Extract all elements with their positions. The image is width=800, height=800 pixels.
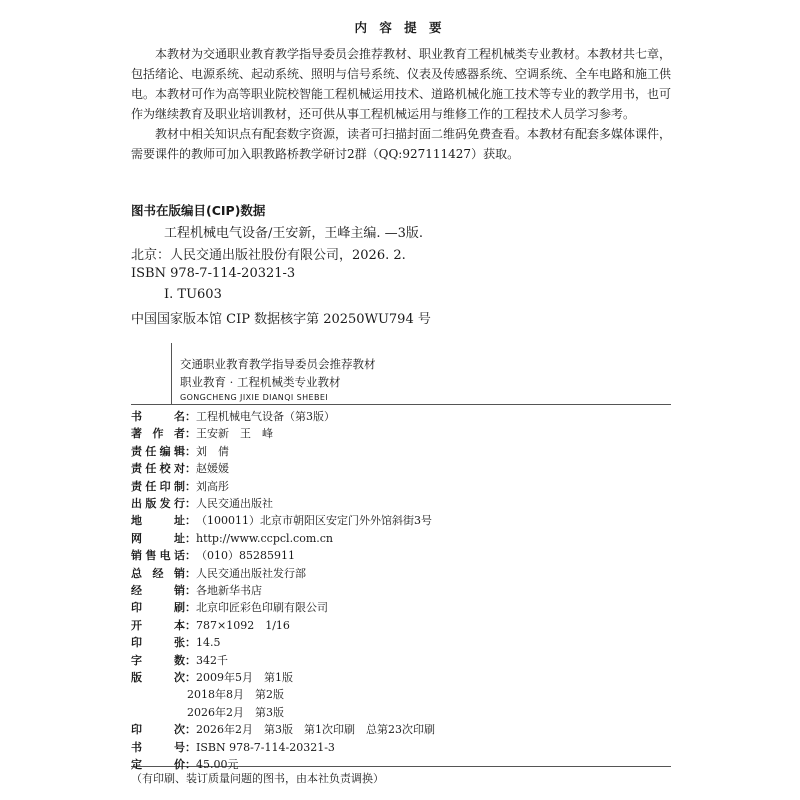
- cip-line-record-number: 中国国家版本馆 CIP 数据核字第 20250WU794 号: [131, 312, 431, 327]
- colophon-value: 王安新 王 峰: [196, 427, 273, 441]
- colophon-label: 印刷: [131, 601, 185, 615]
- colophon-row: [131, 686, 284, 703]
- summary-title: 内 容 提 要: [354, 20, 446, 35]
- cip-line-publisher: 北京：人民交通出版社股份有限公司，2026. 2.: [131, 248, 406, 263]
- colophon-colon: ：: [185, 531, 196, 545]
- colophon-colon: ：: [185, 618, 196, 632]
- series-line-2: 职业教育 · 工程机械类专业教材: [180, 375, 341, 389]
- summary-paragraph-3: 教材中相关知识点有配套数字资源，读者可扫描封面二维码免费查看。本教材有配套多媒体课件，需要课件的教师可加入职教路桥教学研讨2群（QQ:927111427）获取。: [131, 127, 672, 161]
- colophon-row: [131, 565, 306, 582]
- colophon-top-rule: [131, 404, 671, 405]
- colophon-value: 2026年2月 第3版 第1次印刷 总第23次印刷: [196, 723, 435, 737]
- colophon-label: 印张: [131, 636, 185, 650]
- colophon-colon: ：: [185, 462, 196, 476]
- colophon-label: 经销: [131, 584, 185, 597]
- cip-line-classification: Ⅰ. TU603: [164, 287, 222, 302]
- colophon-value: 赵媛媛: [196, 462, 229, 476]
- colophon-label: 字数: [131, 653, 185, 667]
- colophon-label: 著作者: [131, 427, 185, 441]
- colophon-colon: ：: [185, 410, 196, 423]
- colophon-vertical-rule: [171, 343, 172, 404]
- colophon-label: 开本: [131, 618, 185, 632]
- colophon-colon: ：: [185, 758, 196, 771]
- colophon-value: （010）85285911: [196, 549, 295, 563]
- colophon-row: [131, 512, 432, 529]
- colophon-label: 出版发行: [131, 497, 185, 510]
- colophon-colon: ：: [185, 601, 196, 615]
- summary-paragraph-2: 本教材可作为高等职业院校智能工程机械运用技术、道路机械化施工技术等专业的教学用书，也可作为继续教育及职业培训教材，还可供从事工程机械运用与维修工作的工程技术人员学习参考。: [131, 87, 672, 121]
- cip-heading: 图书在版编目(CIP)数据: [131, 203, 266, 218]
- colophon-row: [131, 547, 295, 564]
- colophon-row: [131, 669, 293, 686]
- colophon-row: [131, 634, 221, 651]
- series-line-1: 交通职业教育教学指导委员会推荐教材: [180, 357, 376, 371]
- colophon-value: 各地新华书店: [196, 584, 262, 597]
- colophon-colon: ：: [185, 740, 196, 754]
- colophon-colon: ：: [185, 566, 196, 580]
- colophon-value: 45.00元: [196, 758, 239, 771]
- colophon-label: 定价: [131, 758, 185, 771]
- colophon-value: 刘 倩: [196, 444, 229, 458]
- colophon-colon: ：: [185, 497, 196, 510]
- colophon-value: 刘高彤: [196, 479, 229, 493]
- colophon-row: [131, 443, 229, 460]
- colophon-label: 责任校对: [131, 462, 185, 476]
- colophon-colon: ：: [185, 584, 196, 597]
- summary-paragraph-1: 本教材为交通职业教育教学指导委员会推荐教材、职业教育工程机械类专业教材。本教材共七章，包括绪论、电源系统、起动系统、照明与信号系统、仪表及传感器系统、空调系统、全车电路和施工供电。: [131, 47, 672, 101]
- quality-notice: （有印刷、装订质量问题的图书，由本社负责调换）: [131, 772, 384, 785]
- colophon-row: [131, 530, 333, 547]
- colophon-label: 书号: [131, 740, 185, 754]
- colophon-label: 网址: [131, 531, 185, 545]
- colophon-value: 787×1092 1/16: [196, 618, 290, 632]
- colophon-row: [131, 408, 335, 425]
- series-pinyin: GONGCHENG JIXIE DIANQI SHEBEI: [180, 393, 329, 402]
- cip-line-isbn: ISBN 978-7-114-20321-3: [131, 266, 296, 281]
- colophon-row: [131, 652, 228, 669]
- colophon-colon: ：: [185, 514, 196, 528]
- colophon-row: [131, 478, 229, 495]
- colophon-value: 342千: [196, 653, 228, 667]
- colophon-value: 北京印匠彩色印刷有限公司: [196, 601, 328, 615]
- colophon-value: 2009年5月 第1版: [196, 671, 293, 684]
- colophon-row: [131, 582, 262, 599]
- colophon-row: [131, 704, 284, 721]
- colophon-label: 销售电话: [131, 549, 185, 563]
- colophon-colon: ：: [185, 723, 196, 737]
- colophon-colon: ：: [185, 671, 196, 684]
- colophon-label: 地址: [131, 514, 185, 528]
- colophon-row: [131, 425, 273, 442]
- colophon-label: 责任印制: [131, 479, 185, 493]
- colophon-value: 人民交通出版社: [196, 497, 273, 510]
- colophon-label: 总经销: [131, 566, 185, 580]
- colophon-colon: ：: [185, 636, 196, 650]
- colophon-value: 2026年2月 第3版: [187, 705, 284, 719]
- colophon-label: 印次: [131, 723, 185, 737]
- colophon-row: [131, 617, 290, 634]
- colophon-value: 工程机械电气设备（第3版）: [196, 410, 335, 423]
- colophon-label: 版次: [131, 671, 185, 684]
- colophon-value: http://www.ccpcl.com.cn: [196, 531, 334, 545]
- colophon-row: [131, 739, 335, 756]
- colophon-label: 书名: [131, 410, 185, 423]
- colophon-value: （100011）北京市朝阳区安定门外外馆斜街3号: [196, 514, 432, 528]
- colophon-value: 2018年8月 第2版: [187, 688, 284, 702]
- colophon-value: ISBN 978-7-114-20321-3: [196, 740, 335, 754]
- colophon-colon: ：: [185, 479, 196, 493]
- colophon-row: [131, 721, 435, 738]
- cip-line-title: 工程机械电气设备/王安新，王峰主编. —3版.: [164, 226, 424, 241]
- colophon-colon: ：: [185, 444, 196, 458]
- colophon-value: 人民交通出版社发行部: [196, 566, 306, 580]
- colophon-colon: ：: [185, 549, 196, 563]
- colophon-colon: ：: [185, 653, 196, 667]
- colophon-value: 14.5: [196, 636, 221, 650]
- colophon-row: [131, 460, 229, 477]
- colophon-row: [131, 599, 328, 616]
- colophon-row: [131, 495, 273, 512]
- colophon-label: 责任编辑: [131, 444, 185, 458]
- colophon-colon: ：: [185, 427, 196, 441]
